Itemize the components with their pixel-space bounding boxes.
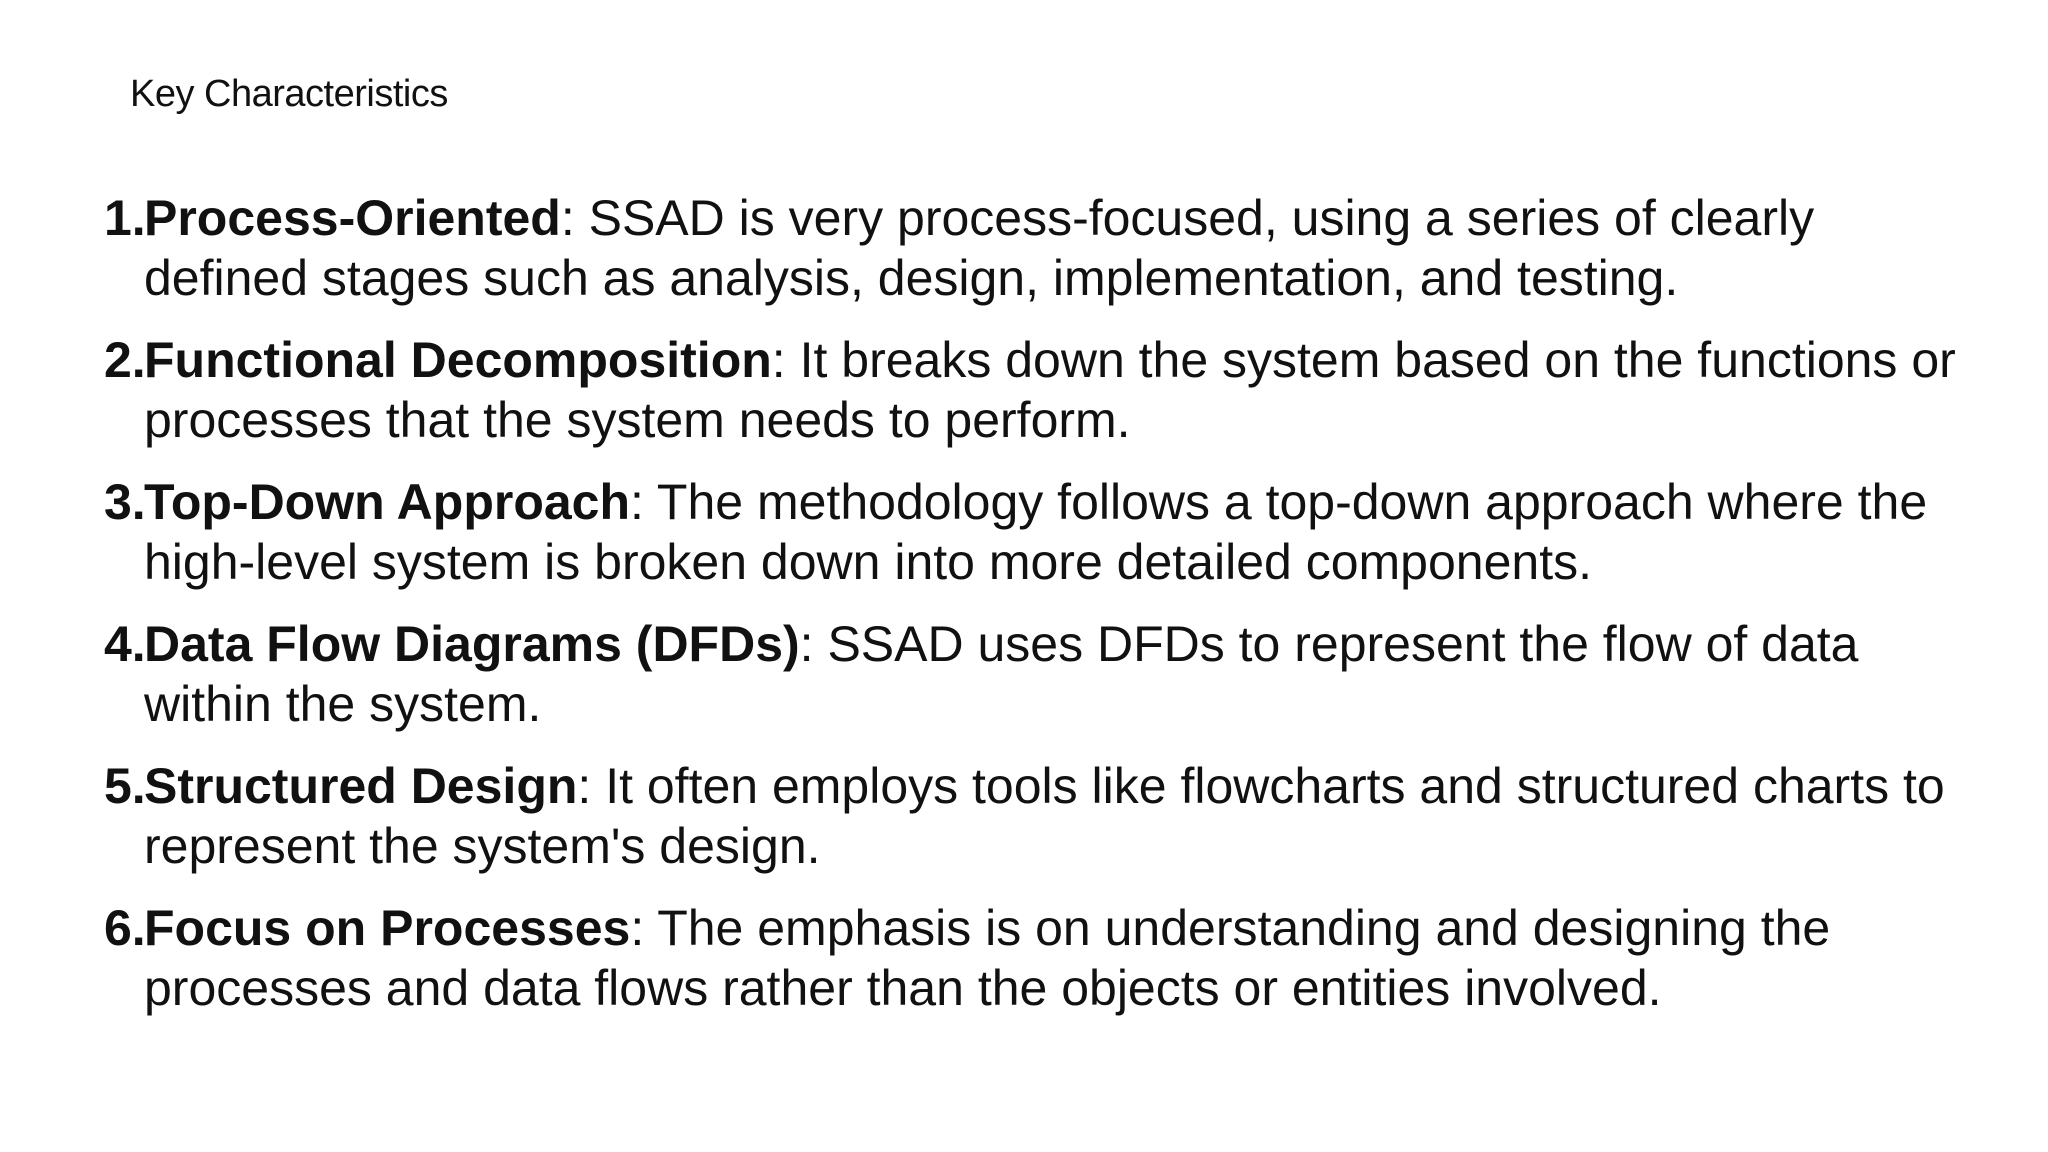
list-item	[104, 472, 1984, 592]
item-description: : It often employs tools like flowcharts and structured charts to represent the system's design.	[144, 758, 1945, 874]
item-term: Functional Decomposition	[144, 332, 772, 388]
list-item	[104, 898, 1984, 1018]
item-number: 3.	[104, 474, 146, 530]
item-description: : It breaks down the system based on the functions or processes that the system needs to perform.	[144, 332, 1956, 448]
item-number: 2.	[104, 332, 146, 388]
list-item	[104, 330, 1984, 450]
list-item	[104, 614, 1984, 734]
item-description: : SSAD is very process-focused, using a series of clearly defined stages such as analysis, design, implementation, and testing.	[144, 190, 1815, 306]
characteristics-list	[104, 188, 1984, 1040]
list-item	[104, 756, 1984, 876]
item-number: 1.	[104, 190, 146, 246]
item-number: 5.	[104, 758, 146, 814]
item-term: Top-Down Approach	[144, 474, 631, 530]
list-item	[104, 188, 1984, 308]
item-term: Data Flow Diagrams (DFDs)	[144, 616, 800, 672]
item-term: Focus on Processes	[144, 900, 631, 956]
item-number: 6.	[104, 900, 146, 956]
item-term: Structured Design	[144, 758, 578, 814]
item-description: : SSAD uses DFDs to represent the flow of data within the system.	[144, 616, 1859, 732]
slide-title: Key Characteristics	[130, 73, 448, 115]
item-number: 4.	[104, 616, 146, 672]
item-description: : The methodology follows a top-down approach where the high-level system is broken down into more detailed components.	[144, 474, 1928, 590]
item-term: Process-Oriented	[144, 190, 561, 246]
item-description: : The emphasis is on understanding and designing the processes and data flows rather than the objects or entities involved.	[144, 900, 1831, 1016]
